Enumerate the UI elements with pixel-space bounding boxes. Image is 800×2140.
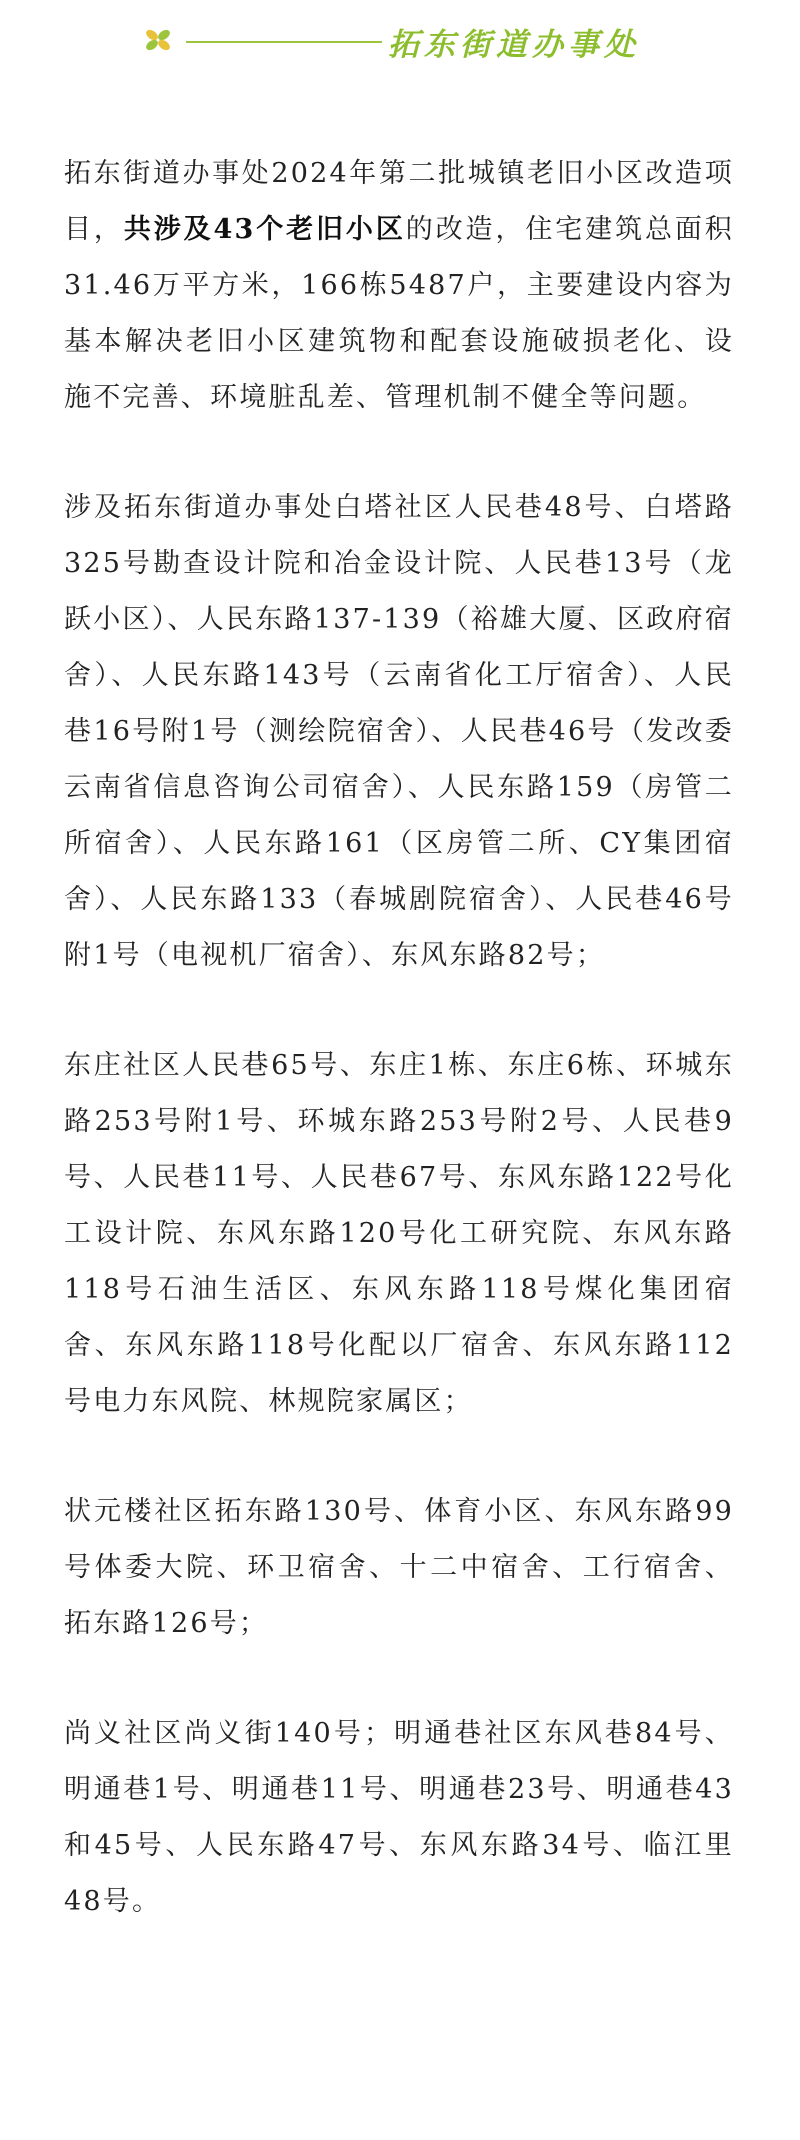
page-title: 拓东街道办事处 [388, 27, 640, 63]
paragraph-dongzhuang-community: 东庄社区人民巷65号、东庄1栋、东庄6栋、环城东路253号附1号、环城东路253号附2号、人民巷9号、人民巷11号、人民巷67号、东风东路122号化工设计院、东风东路120号化工研究院、东风东路118号石油生活区、东风东路118号煤化集团宿舍、东风东路118号化配以厂宿舍、东风东路112号电力东风院、林规院家属区； [64, 1050, 734, 1417]
paragraph-shangyi-mingtongxiang-community: 尚义社区尚义街140号；明通巷社区东风巷84号、明通巷1号、明通巷11号、明通巷23号、明通巷43和45号、人民东路47号、东风东路34号、临江里48号。 [64, 1718, 734, 1917]
intro-text-part1: 拓东街道办事处2024年第二批城镇老旧小区改造项目， [64, 158, 734, 245]
intro-text-part2: 的改造，住宅建筑总面积31.46万平方米，166栋5487户，主要建设内容为基本解决老旧小区建筑物和配套设施破损老化、设施不完善、环境脏乱差、管理机制不健全等问题。 [64, 214, 734, 413]
intro-highlight: 共涉及43个老旧小区 [123, 214, 406, 245]
paragraph-baita-community: 涉及拓东街道办事处白塔社区人民巷48号、白塔路325号勘查设计院和冶金设计院、人民巷13号（龙跃小区）、人民东路137-139（裕雄大厦、区政府宿舍）、人民东路143号（云南省化工厅宿舍）、人民巷16号附1号（测绘院宿舍）、人民巷46号（发改委云南省信息咨询公司宿舍）、人民东路159（房管二所宿舍）、人民东路161（区房管二所、CY集团宿舍）、人民东路133（春城剧院宿舍）、人民巷46号附1号（电视机厂宿舍）、东风东路82号； [64, 492, 734, 971]
header-divider [186, 41, 382, 43]
paragraph-zhuangyuanlou-community: 状元楼社区拓东路130号、体育小区、东风东路99号体委大院、环卫宿舍、十二中宿舍、工行宿舍、拓东路126号； [64, 1496, 734, 1639]
leaf-sprout-icon [144, 26, 172, 54]
page-header [0, 0, 800, 80]
article-body [64, 146, 734, 1930]
intro-paragraph [64, 146, 734, 426]
